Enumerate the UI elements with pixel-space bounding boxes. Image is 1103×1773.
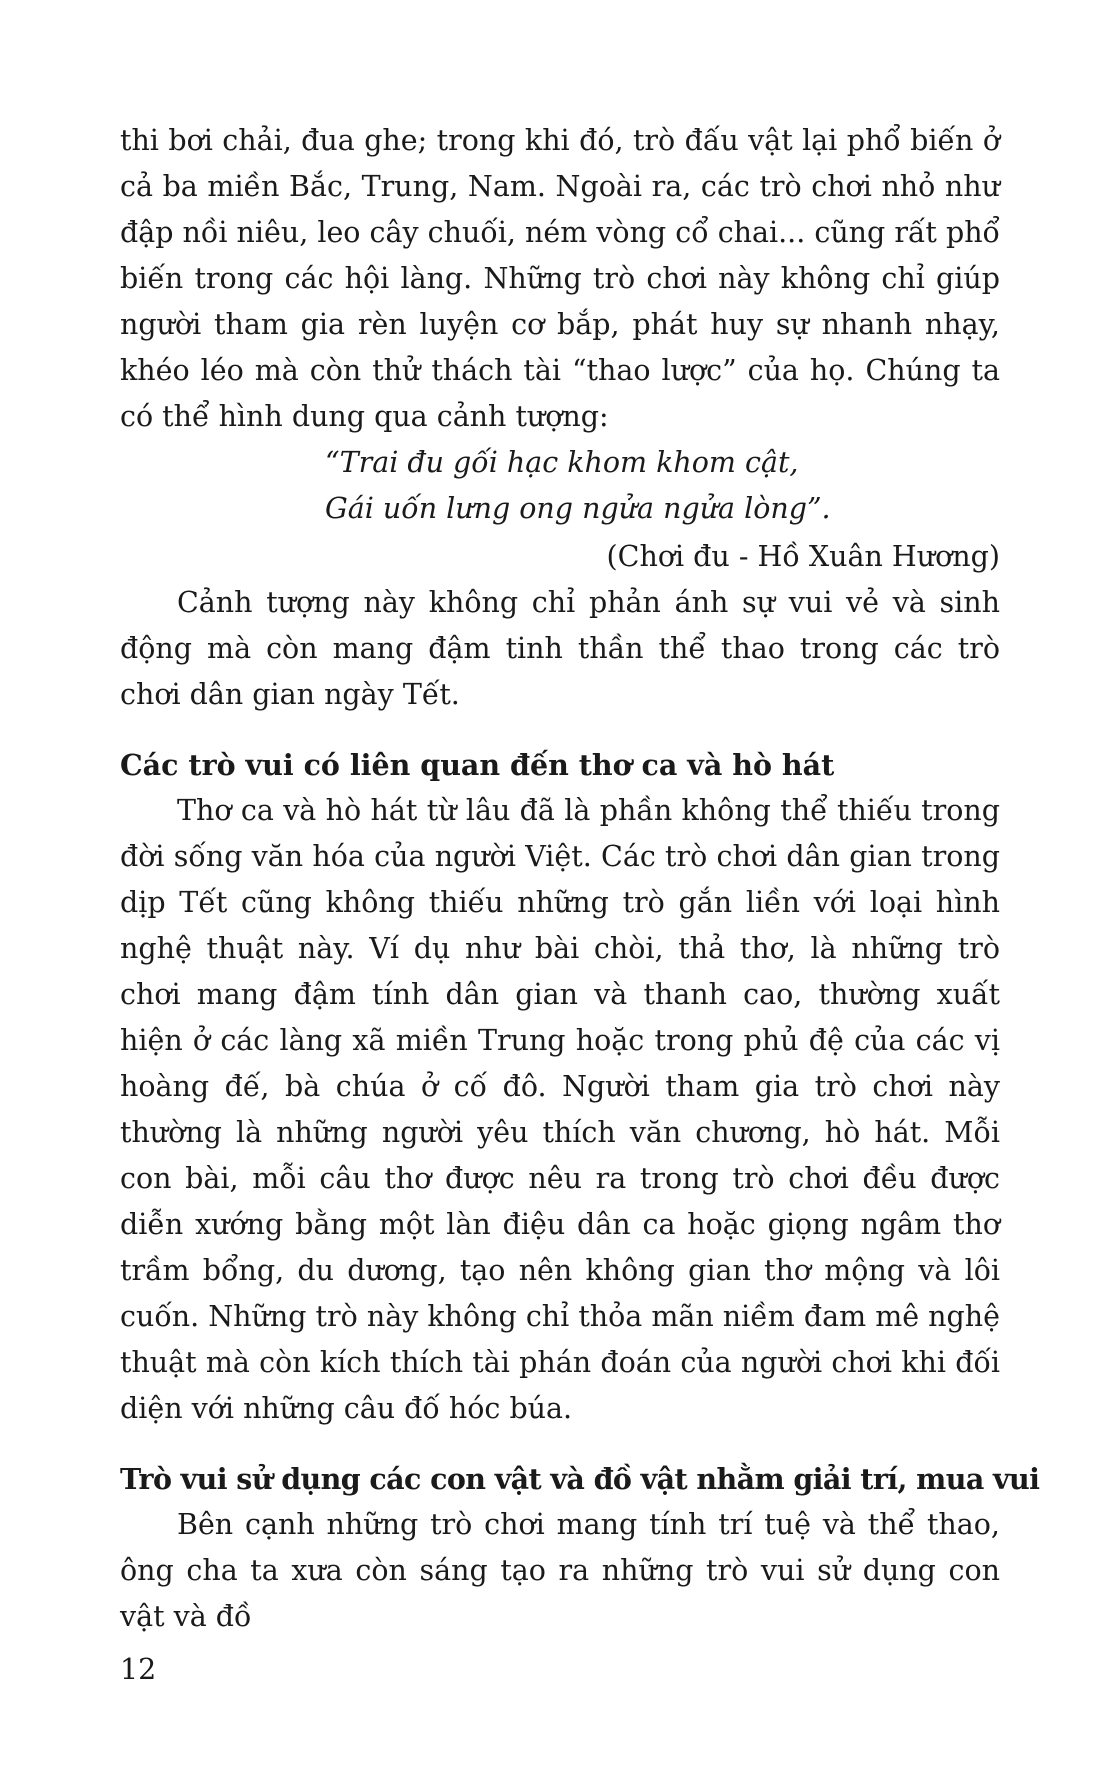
poem-line-2: Gái uốn lưng ong ngửa ngửa lòng”. xyxy=(325,492,831,525)
paragraph-animals-objects: Bên cạnh những trò chơi mang tính trí tuệ và thể thao, ông cha ta xưa còn sáng tạo ra những trò vui sử dụng con vật và đồ xyxy=(120,1508,1000,1633)
paragraph-sports-games: thi bơi chải, đua ghe; trong khi đó, trò đấu vật lại phổ biến ở cả ba miền Bắc, Trung, Nam. Ngoài ra, các trò chơi nhỏ như đập nồi niêu, leo cây chuối, ném vòng cổ chai... cũng rất phổ biến trong các hội làng. Những trò chơi này không chỉ giúp người tham gia rèn luyện cơ bắp, phát huy sự nhanh nhạy, khéo léo mà còn thử thách tài “thao lược” của họ. Chúng ta có thể hình dung qua cảnh tượng: xyxy=(120,124,1000,433)
section-heading-poetry-singing: Các trò vui có liên quan đến thơ ca và hò hát xyxy=(120,748,835,782)
poem-attribution: (Chơi đu - Hồ Xuân Hương) xyxy=(606,540,1000,573)
section-heading-animals-objects: Trò vui sử dụng các con vật và đồ vật nhằm giải trí, mua vui xyxy=(120,1462,1040,1496)
poem-quote xyxy=(120,440,1000,532)
paragraph-scene-description: Cảnh tượng này không chỉ phản ánh sự vui vẻ và sinh động mà còn mang đậm tinh thần thể thao trong các trò chơi dân gian ngày Tết. xyxy=(120,586,1000,711)
page-number: 12 xyxy=(120,1653,157,1686)
page-body xyxy=(120,118,1040,1640)
poem-line-1: “Trai đu gối hạc khom khom cật, xyxy=(325,446,799,479)
paragraph-poetry-singing: Thơ ca và hò hát từ lâu đã là phần không thể thiếu trong đời sống văn hóa của người Việt. Các trò chơi dân gian trong dịp Tết cũng không thiếu những trò gắn liền với loại hình nghệ thuật này. Ví dụ như bài chòi, thả thơ, là những trò chơi mang đậm tính dân gian và thanh cao, thường xuất hiện ở các làng xã miền Trung hoặc trong phủ đệ của các vị hoàng đế, bà chúa ở cố đô. Người tham gia trò chơi này thường là những người yêu thích văn chương, hò hát. Mỗi con bài, mỗi câu thơ được nêu ra trong trò chơi đều được diễn xướng bằng một làn điệu dân ca hoặc giọng ngâm thơ trầm bổng, du dương, tạo nên không gian thơ mộng và lôi cuốn. Những trò này không chỉ thỏa mãn niềm đam mê nghệ thuật mà còn kích thích tài phán đoán của người chơi khi đối diện với những câu đố hóc búa. xyxy=(120,794,1000,1425)
